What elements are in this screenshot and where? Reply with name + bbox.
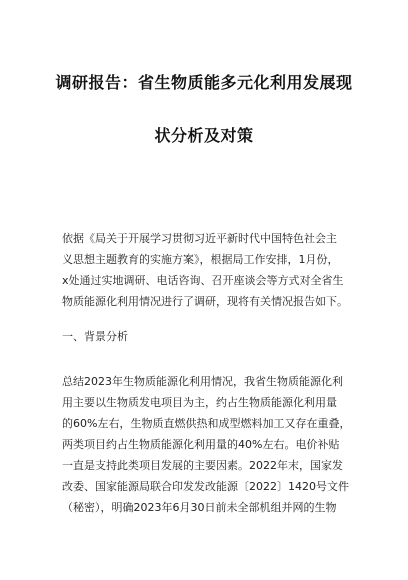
intro-line: x处通过实地调研、电话咨询、召开座谈会等方式对全省生 — [62, 274, 344, 287]
body-line: 用主要以生物质发电项目为主，约占生物质能源化利用量 — [62, 396, 337, 409]
intro-paragraph — [62, 228, 358, 312]
document-title-line-2: 状分析及对策 — [154, 126, 254, 145]
intro-line: 义思想主题教育的实施方案》，根据局工作安排，1月份， — [62, 253, 339, 266]
body-line: 改委、国家能源局联合印发发改能源〔2022〕1420号文件 — [62, 480, 349, 493]
body-line: 一直是支持此类项目发展的主要因素。2022年末，国家发 — [62, 459, 343, 472]
body-line: 总结2023年生物质能源化利用情况，我省生物质能源化利 — [62, 375, 343, 388]
body-paragraph — [62, 371, 358, 518]
intro-line: 物质能源化利用情况进行了调研，现将有关情况报告如下。 — [62, 295, 348, 308]
body-line: 的60%左右，生物质直燃供热和成型燃料加工又存在重叠， — [62, 417, 351, 430]
body-line: （秘密），明确2023年6月30日前未全部机组并网的生物 — [62, 501, 337, 514]
intro-line: 依据《局关于开展学习贯彻习近平新时代中国特色社会主 — [62, 232, 337, 245]
document-title-line-1: 调研报告：省生物质能多元化利用发展现 — [55, 73, 353, 92]
body-line: 两类项目约占生物质能源化利用量的40%左右。电价补贴 — [62, 438, 340, 451]
section-heading: 一、背景分析 — [62, 330, 128, 343]
